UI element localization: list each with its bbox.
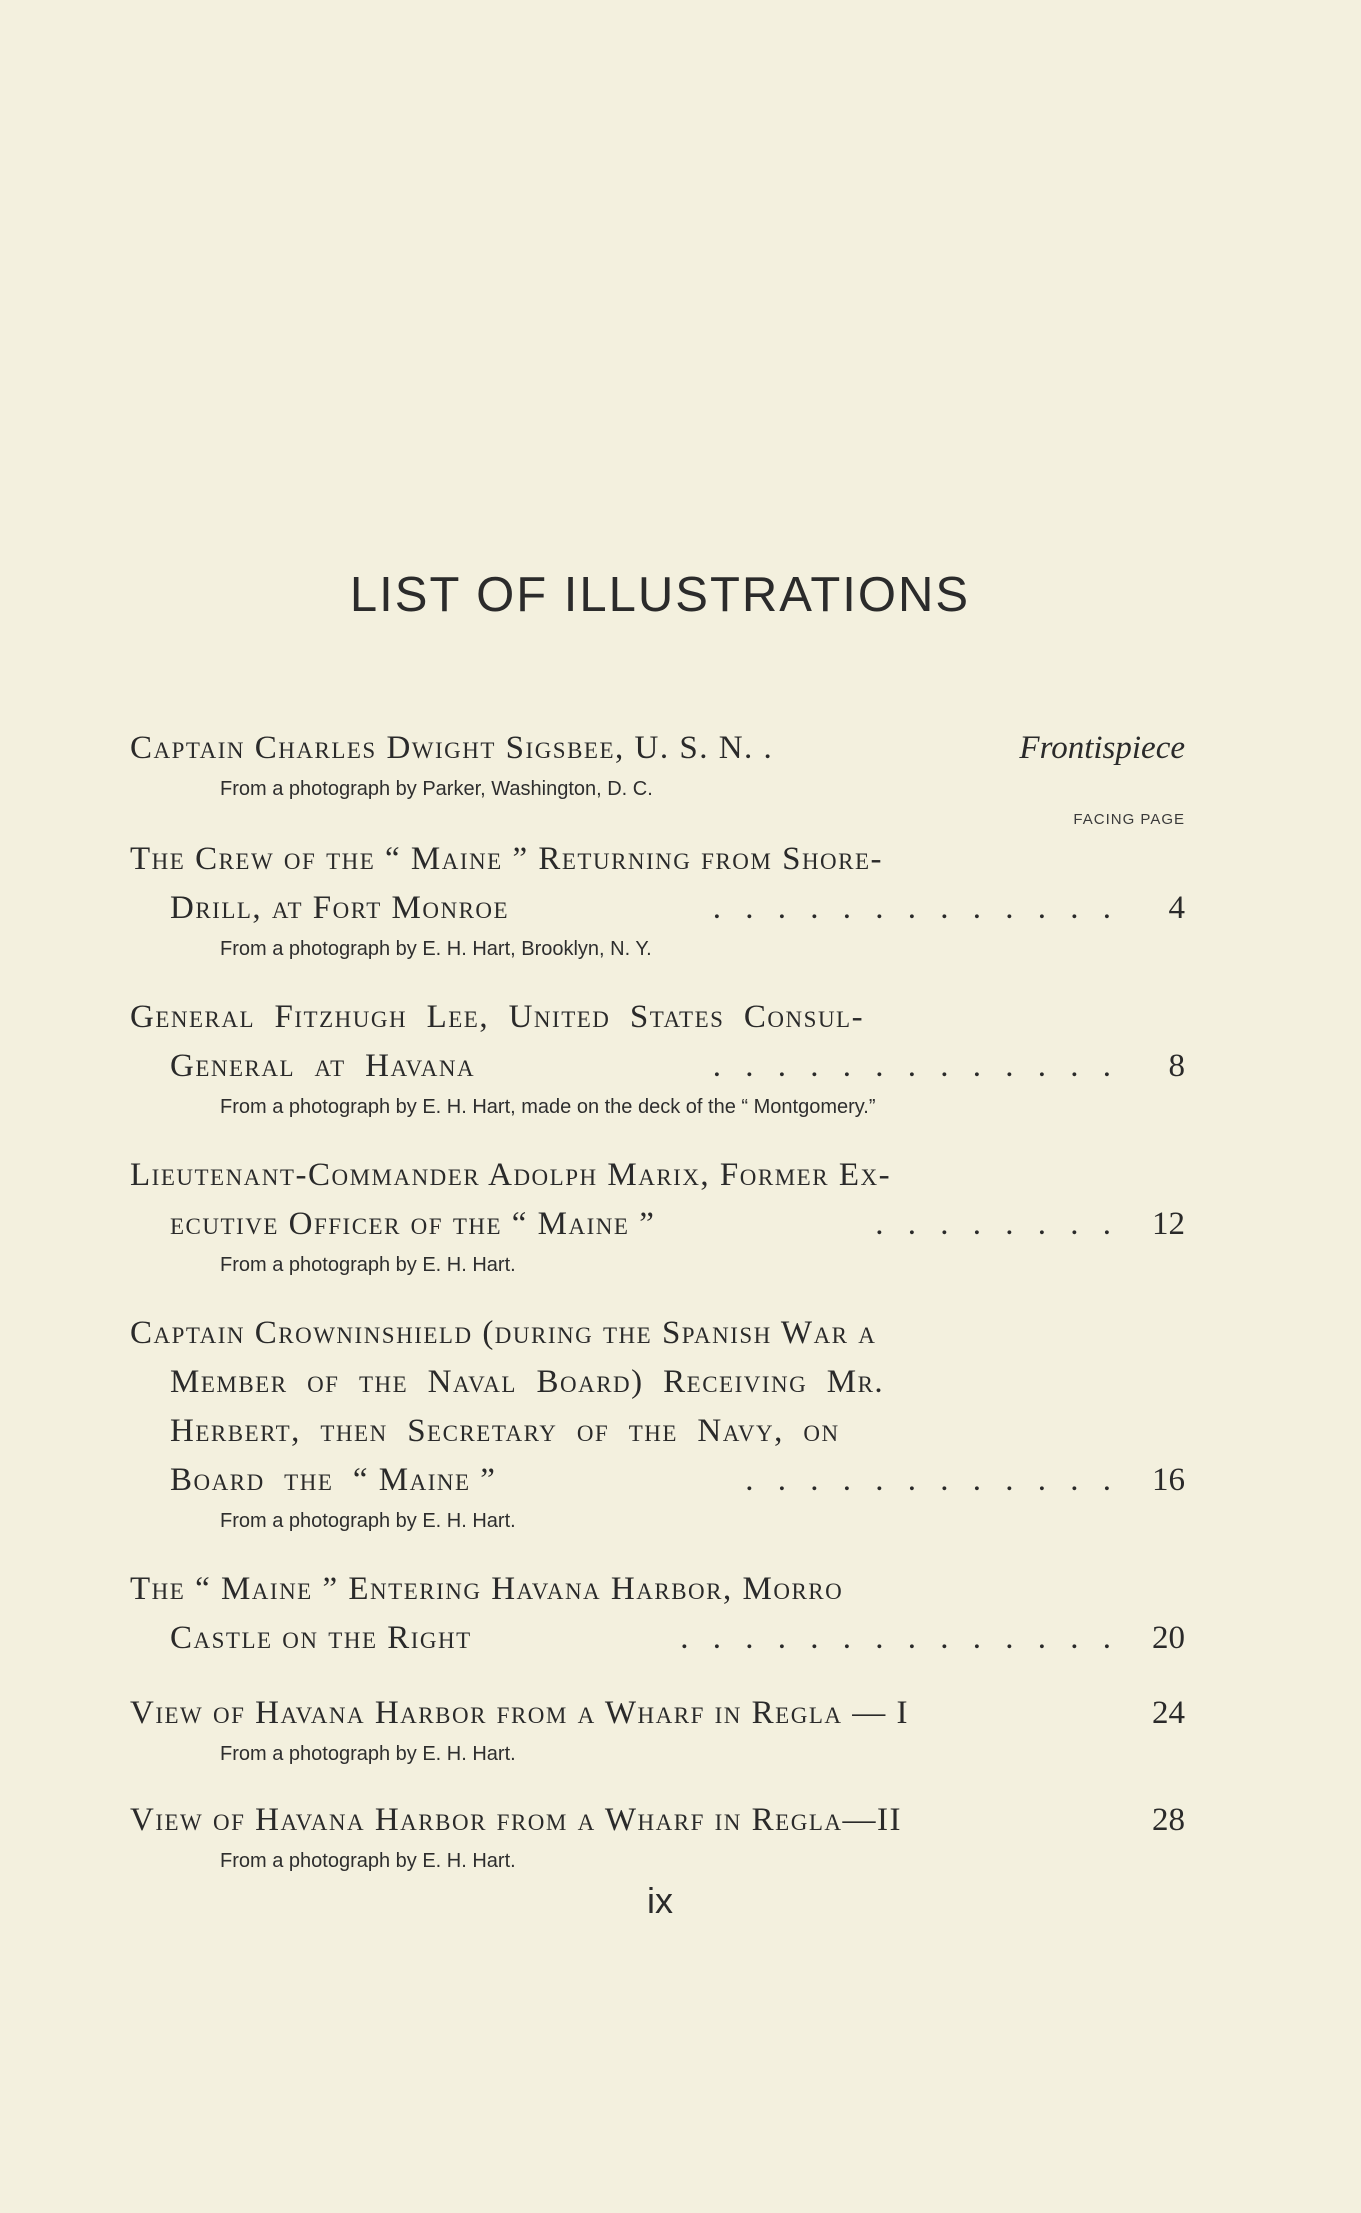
page-number: 8 [1168, 1048, 1185, 1084]
entry-title-line: Castle on the Right [170, 1620, 472, 1656]
entry-title-line: General at Havana [170, 1048, 476, 1084]
entry-title-line: Captain Crowninshield (during the Spanish War a [130, 1315, 877, 1351]
leader-dots: . . . . . . . . [875, 1206, 1119, 1242]
photo-credit: From a photograph by E. H. Hart. [220, 1743, 516, 1765]
leader-dots: . . . . . . . . . . . . . . [680, 1620, 1119, 1656]
leader-dots: . . . . . . . . . . . . . [712, 1048, 1119, 1084]
photo-credit: From a photograph by Parker, Washington, D. C. [220, 778, 653, 800]
photo-credit: From a photograph by E. H. Hart, Brooklyn, N. Y. [220, 938, 652, 960]
photo-credit: From a photograph by E. H. Hart. [220, 1850, 516, 1872]
list-item [130, 1796, 1185, 1877]
list-item [130, 835, 1185, 965]
entry-title-line: Lieutenant-Commander Adolph Marix, Former Ex- [130, 1157, 892, 1193]
page-heading: LIST OF ILLUSTRATIONS [349, 568, 971, 622]
list-item [130, 1151, 1185, 1281]
page-folio: ix [647, 1880, 673, 1921]
page-number: 20 [1152, 1620, 1185, 1656]
list-item [130, 1689, 1185, 1770]
photo-credit: From a photograph by E. H. Hart. [220, 1510, 516, 1532]
page-number: 16 [1152, 1462, 1185, 1498]
leader-dots: . . . . . . . . . . . . . [712, 890, 1119, 926]
frontispiece-label: Frontispiece [1019, 730, 1185, 766]
entry-title-line: View of Havana Harbor from a Wharf in Regla — I [130, 1695, 909, 1731]
entry-title-line: The Crew of the “ Maine ” Returning from Shore- [130, 841, 884, 877]
photo-credit: From a photograph by E. H. Hart, made on the deck of the “ Montgomery.” [220, 1096, 876, 1118]
entry-title-line: Member of the Naval Board) Receiving Mr. [170, 1364, 885, 1400]
entry-title-line: Board the “ Maine ” [170, 1462, 497, 1498]
list-item [130, 1565, 1185, 1663]
page-number: 4 [1168, 890, 1185, 926]
entry-title-line: View of Havana Harbor from a Wharf in Regla—II [130, 1802, 902, 1838]
entry-title-line: The “ Maine ” Entering Havana Harbor, Morro [130, 1571, 844, 1607]
entry-title-line: General Fitzhugh Lee, United States Consul- [130, 999, 865, 1035]
list-item [130, 1309, 1185, 1537]
entry-title-line: ecutive Officer of the “ Maine ” [170, 1206, 656, 1242]
page-number: 24 [1152, 1695, 1185, 1731]
facing-page-label: FACING PAGE [1073, 811, 1185, 828]
entry-title-line: Captain Charles Dwight Sigsbee, U. S. N. . [130, 730, 774, 766]
entry-title-line: Drill, at Fort Monroe [170, 890, 510, 926]
page-number: 28 [1152, 1802, 1185, 1838]
page-number: 12 [1152, 1206, 1185, 1242]
entry-title-line: Herbert, then Secretary of the Navy, on [170, 1413, 840, 1449]
list-item [130, 724, 1185, 805]
list-item [130, 993, 1185, 1123]
illustrations-list [130, 724, 1185, 1877]
leader-dots: . . . . . . . . . . . . [745, 1462, 1119, 1498]
photo-credit: From a photograph by E. H. Hart. [220, 1254, 516, 1276]
